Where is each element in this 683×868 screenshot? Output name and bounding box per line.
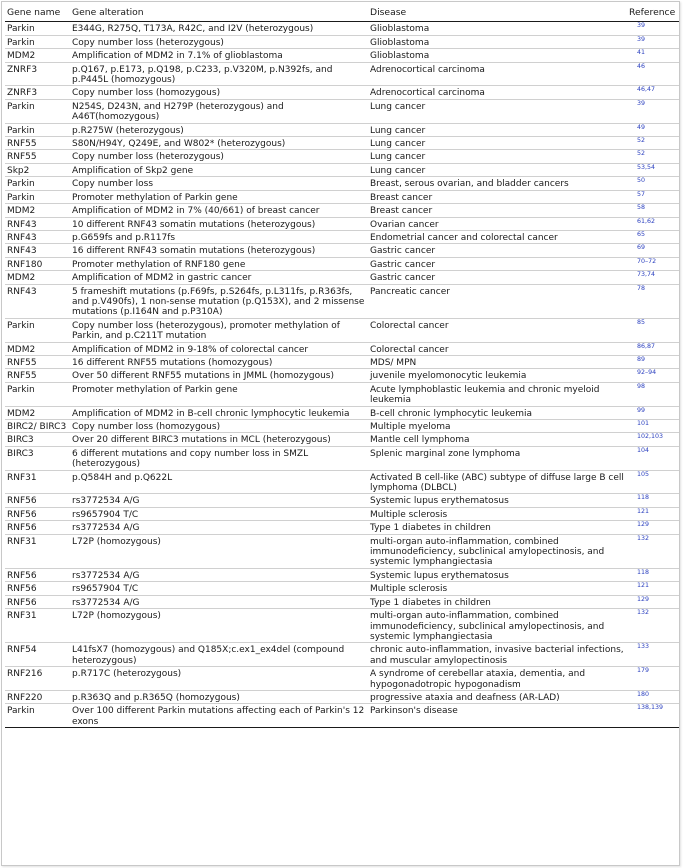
header-disease: Disease [370,7,407,18]
disease-cell: Type 1 diabetes in children [370,523,491,534]
gene-cell: ZNRF3 [7,64,38,75]
gene-cell: MDM2 [7,206,36,217]
table-row [5,22,679,35]
reference-cell: 129 [637,595,650,603]
table-row [5,217,679,230]
alteration-cell: rs9657904 T/C [72,584,139,595]
gene-cell: Parkin [7,101,35,112]
alteration-cell: Promoter methylation of RNF180 gene [72,259,246,270]
gene-cell: BIRC3 [7,448,34,459]
gene-cell: Parkin [7,384,35,395]
disease-cell: Colorectal cancer [370,320,449,331]
disease-cell: Lung cancer [370,165,426,176]
gene-cell: Parkin [7,179,35,190]
gene-cell: RNF43 [7,286,37,297]
table-row [5,177,679,190]
disease-cell: MDS/ MPN [370,357,417,368]
gene-cell: RNF56 [7,523,37,534]
reference-cell: 58 [637,204,646,212]
gene-cell: RNF56 [7,597,37,608]
reference-cell: 104 [637,446,650,454]
gene-cell: RNF56 [7,570,37,581]
table-row [5,355,679,368]
reference-cell: 46 [637,62,646,70]
disease-cell: progressive ataxia and deafness (AR-LAD) [370,692,560,703]
table-row [5,420,679,433]
header-gene-name: Gene name [7,7,61,18]
gene-cell: RNF31 [7,536,37,547]
table-row [5,49,679,62]
reference-cell: 39 [637,99,646,107]
disease-cell: Breast cancer [370,192,433,203]
disease-cell: multi-organ auto-inflammation, combined immunodeficiency, subclinical amylopectinosis, and systemic lymphangiectasia [370,611,605,642]
reference-cell: 50 [637,177,646,185]
alteration-cell: Copy number loss (heterozygous), promoter methylation of Parkin, and p.C211T mutation [72,320,340,342]
reference-cell: 92–94 [637,369,657,377]
gene-cell: RNF180 [7,259,43,270]
disease-cell: Breast, serous ovarian, and bladder cancers [370,179,569,190]
reference-cell: 105 [637,470,650,478]
table-row [5,369,679,382]
disease-cell: Multiple sclerosis [370,509,448,520]
alteration-cell: Amplification of MDM2 in 7.1% of glioblastoma [72,51,283,62]
reference-cell: 49 [637,123,646,131]
reference-cell: 69 [637,244,646,252]
reference-cell: 78 [637,284,646,292]
table-row [5,123,679,136]
reference-cell: 132 [637,609,650,617]
alteration-cell: Over 100 different Parkin mutations affecting each of Parkin's 12 exons [72,706,365,727]
table-row [5,137,679,150]
disease-cell: Lung cancer [370,152,426,163]
disease-cell: Lung cancer [370,125,426,136]
table-row [5,150,679,163]
alteration-cell: p.R275W (heterozygous) [72,125,184,136]
table-row [5,62,679,86]
reference-cell: 89 [637,355,646,363]
table-row [5,99,679,123]
gene-cell: RNF216 [7,669,43,680]
reference-cell: 102,103 [637,433,664,441]
alteration-cell: Copy number loss (homozygous) [72,422,221,432]
alteration-cell: Amplification of MDM2 in B-cell chronic lymphocytic leukemia [72,408,350,419]
table-row [5,35,679,48]
reference-cell: 121 [637,507,650,515]
gene-cell: MDM2 [7,408,36,419]
reference-cell: 39 [637,35,646,43]
gene-cell: RNF43 [7,232,37,243]
disease-cell: Adrenocortical carcinoma [370,64,485,75]
alteration-cell: rs3772534 A/G [72,496,140,507]
table-frame [1,1,680,866]
gene-cell: Parkin [7,125,35,136]
table-row [5,582,679,595]
alteration-cell: p.Q584H and p.Q622L [72,472,173,483]
table-row [5,446,679,470]
table-header [5,7,679,22]
table-row [5,507,679,520]
disease-cell: chronic auto-inflammation, invasive bacterial infections, and muscular amylopectinosis [370,645,624,666]
reference-cell: 118 [637,568,650,576]
table-row [5,284,679,318]
header-gene-alteration: Gene alteration [72,7,144,18]
table-row [5,521,679,534]
alteration-cell: rs3772534 A/G [72,570,140,581]
disease-cell: Endometrial cancer and colorectal cancer [370,232,558,243]
gene-cell: RNF43 [7,246,37,257]
disease-cell: B-cell chronic lymphocytic leukemia [370,408,533,419]
reference-cell: 52 [637,137,646,145]
disease-cell: Gastric cancer [370,259,436,270]
gene-cell: MDM2 [7,51,36,62]
disease-cell: Glioblastoma [370,24,430,35]
reference-cell: 86,87 [637,342,656,350]
table-row [5,406,679,419]
disease-cell: juvenile myelomonocytic leukemia [370,371,527,382]
gene-cell: RNF56 [7,496,37,507]
alteration-cell: Copy number loss (heterozygous) [72,152,224,163]
disease-cell: A syndrome of cerebellar ataxia, dementia, and hypogonadotropic hypogonadism [370,669,586,690]
alteration-cell: Amplification of MDM2 in gastric cancer [72,273,252,284]
alteration-cell: Promoter methylation of Parkin gene [72,384,238,395]
reference-cell: 53,54 [637,163,656,171]
disease-cell: Glioblastoma [370,51,430,62]
reference-cell: 132 [637,534,650,542]
gene-cell: RNF43 [7,219,37,230]
alteration-cell: E344G, R275Q, T173A, R42C, and I2V (heterozygous) [72,24,314,35]
alteration-cell: Amplification of MDM2 in 9-18% of colorectal cancer [72,344,309,355]
alteration-cell: rs9657904 T/C [72,509,139,520]
table-row [5,382,679,406]
table-row [5,86,679,99]
alteration-cell: rs3772534 A/G [72,523,140,534]
disease-cell: Breast cancer [370,206,433,217]
table-row [5,190,679,203]
disease-cell: Multiple myeloma [370,422,451,432]
alteration-cell: 16 different RNF43 somatin mutations (heterozygous) [72,246,316,257]
header-row [5,7,679,22]
gene-cell: RNF55 [7,152,37,163]
alteration-cell: L72P (homozygous) [72,536,161,547]
disease-cell: Lung cancer [370,101,426,112]
gene-cell: RNF55 [7,371,37,382]
disease-cell: Lung cancer [370,139,426,150]
table-row [5,568,679,581]
gene-cell: MDM2 [7,344,36,355]
table-row [5,230,679,243]
disease-cell: Multiple sclerosis [370,584,448,595]
disease-cell: Gastric cancer [370,273,436,284]
reference-cell: 99 [637,406,646,414]
reference-cell: 52 [637,150,646,158]
table-row [5,494,679,507]
gene-cell: RNF56 [7,584,37,595]
reference-cell: 57 [637,190,646,198]
gene-cell: RNF55 [7,357,37,368]
table-row [5,704,679,728]
reference-cell: 41 [637,49,646,57]
disease-cell: Acute lymphoblastic leukemia and chronic myeloid leukemia [370,384,600,406]
table-row [5,204,679,217]
gene-cell: RNF31 [7,472,37,483]
alteration-cell: N254S, D243N, and H279P (heterozygous) and A46T(homozygous) [72,101,284,123]
gene-cell: RNF55 [7,139,37,150]
table-row [5,271,679,284]
reference-cell: 180 [637,690,650,698]
table-row [5,534,679,568]
reference-cell: 85 [637,318,646,326]
table-row [5,433,679,446]
alteration-cell: p.G659fs and p.R117fs [72,232,176,243]
reference-cell: 61,62 [637,217,656,225]
alteration-cell: 5 frameshift mutations (p.F69fs, p.S264fs, p.L311fs, p.R363fs, and p.V490fs), 1 non-sense mutation (p.Q153X), and 2 missense mutations (p.I164N and p.P310A) [72,286,365,318]
disease-cell: Pancreatic cancer [370,286,450,297]
gene-cell: Parkin [7,37,35,48]
table-row [5,690,679,703]
reference-cell: 133 [637,643,650,651]
gene-cell: Skp2 [7,165,30,176]
gene-cell: Parkin [7,192,35,203]
table-row [5,318,679,342]
reference-cell: 73,74 [637,271,656,279]
reference-cell: 101 [637,420,650,427]
alteration-cell: 6 different mutations and copy number loss in SMZL (heterozygous) [72,448,309,470]
table-body [5,22,679,728]
gene-cell: Parkin [7,24,35,35]
table-row [5,595,679,608]
disease-cell: Activated B cell-like (ABC) subtype of diffuse large B cell lymphoma (DLBCL) [370,472,624,494]
alteration-cell: Copy number loss (homozygous) [72,88,221,99]
alteration-cell: Copy number loss (heterozygous) [72,37,224,48]
disease-cell: Splenic marginal zone lymphoma [370,448,521,459]
reference-cell: 179 [637,667,650,675]
gene-cell: RNF220 [7,692,43,703]
table-row [5,667,679,691]
alteration-cell: Promoter methylation of Parkin gene [72,192,238,203]
alteration-cell: S80N/H94Y, Q249E, and W802* (heterozygous) [72,139,286,150]
table-row [5,470,679,494]
table-row [5,163,679,176]
alteration-cell: 10 different RNF43 somatin mutations (heterozygous) [72,219,316,230]
table-row [5,342,679,355]
gene-cell: RNF31 [7,611,37,622]
gene-cell: BIRC3 [7,435,34,446]
alteration-cell: L72P (homozygous) [72,611,161,622]
disease-cell: multi-organ auto-inflammation, combined immunodeficiency, subclinical amylopectinosis, and systemic lymphangiectasia [370,536,605,568]
alteration-cell: L41fsX7 (homozygous) and Q185X;c.ex1_ex4del (compound heterozygous) [72,645,345,666]
gene-cell: MDM2 [7,273,36,284]
reference-cell: 129 [637,521,650,529]
alteration-cell: rs3772534 A/G [72,597,140,608]
reference-cell: 121 [637,582,650,590]
disease-cell: Systemic lupus erythematosus [370,496,509,507]
alteration-cell: Amplification of Skp2 gene [72,165,194,176]
alteration-cell: Over 50 different RNF55 mutations in JMML (homozygous) [72,371,334,382]
alteration-cell: Amplification of MDM2 in 7% (40/661) of breast cancer [72,206,320,217]
reference-cell: 65 [637,230,646,238]
table-row [5,257,679,270]
gene-cell: RNF56 [7,509,37,520]
alteration-cell: p.R717C (heterozygous) [72,669,182,680]
table-row [5,643,679,667]
table-row [5,244,679,257]
alteration-cell: Over 20 different BIRC3 mutations in MCL (heterozygous) [72,435,331,446]
reference-cell: 138,139 [637,704,664,712]
gene-alteration-table [5,7,679,728]
header-reference: Reference [629,7,676,18]
reference-cell: 118 [637,494,650,502]
gene-cell: BIRC2/ BIRC3 [7,422,67,432]
disease-cell: Adrenocortical carcinoma [370,88,485,99]
disease-cell: Systemic lupus erythematosus [370,570,509,581]
disease-cell: Gastric cancer [370,246,436,257]
disease-cell: Glioblastoma [370,37,430,48]
disease-cell: Colorectal cancer [370,344,449,355]
disease-cell: Ovarian cancer [370,219,439,230]
alteration-cell: p.Q167, p.E173, p.Q198, p.C233, p.V320M, p.N392fs, and p.P445L (homozygous) [72,64,333,86]
reference-cell: 46,47 [637,86,656,94]
alteration-cell: Copy number loss [72,179,154,190]
reference-cell: 98 [637,382,646,390]
table-row [5,609,679,643]
disease-cell: Mantle cell lymphoma [370,435,470,446]
disease-cell: Type 1 diabetes in children [370,597,491,608]
gene-cell: ZNRF3 [7,88,38,99]
disease-cell: Parkinson's disease [370,706,458,717]
alteration-cell: 16 different RNF55 mutations (homozygous) [72,357,273,368]
gene-cell: Parkin [7,706,35,717]
alteration-cell: p.R363Q and p.R365Q (homozygous) [72,692,240,703]
gene-cell: Parkin [7,320,35,331]
reference-cell: 39 [637,22,646,30]
reference-cell: 70–72 [637,257,657,265]
gene-cell: RNF54 [7,645,37,656]
